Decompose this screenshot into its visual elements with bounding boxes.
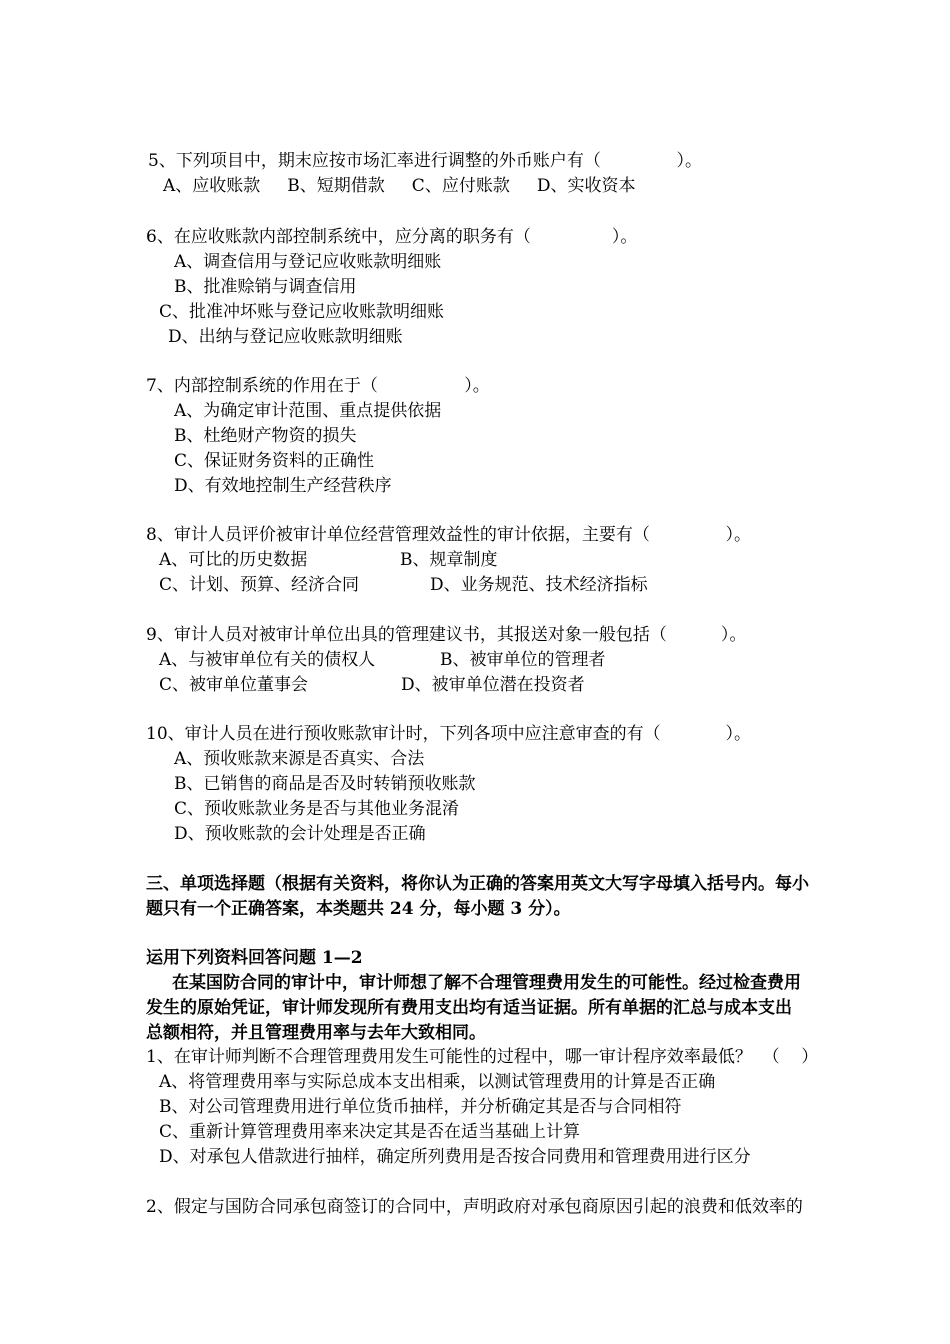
s3q1-option-d: D、对承包人借款进行抽样，确定所列费用是否按合同费用和管理费用进行区分 <box>159 1147 751 1167</box>
q6-option-c: C、批准冲坏账与登记应收账款明细账 <box>159 302 445 322</box>
q10-option-d: D、预收账款的会计处理是否正确 <box>174 824 426 844</box>
q9-stem: 9、审计人员对被审计单位出具的管理建议书，其报送对象一般包括（ ）。 <box>146 625 747 645</box>
s3q1-option-c: C、重新计算管理费用率来决定其是否在适当基础上计算 <box>159 1122 581 1142</box>
q8-option-b: B、规章制度 <box>400 550 498 570</box>
q8-option-c: C、计划、预算、经济合同 <box>159 575 360 595</box>
s3q1-option-b: B、对公司管理费用进行单位货币抽样，并分析确定其是否与合同相符 <box>159 1097 682 1117</box>
q9-option-d: D、被审单位潜在投资者 <box>401 675 585 695</box>
s3q1-stem: 1、在审计师判断不合理管理费用发生可能性的过程中，哪一审计程序效率最低？ （ ） <box>146 1047 819 1067</box>
q6-option-d: D、出纳与登记应收账款明细账 <box>168 327 403 347</box>
q7-option-d: D、有效地控制生产经营秩序 <box>174 476 392 496</box>
s3q2-stem: 2、假定与国防合同承包商签订的合同中，声明政府对承包商原因引起的浪费和低效率的 <box>146 1197 803 1217</box>
q7-option-a: A、为确定审计范围、重点提供依据 <box>174 401 442 421</box>
q9-option-a: A、与被审单位有关的债权人 <box>159 650 376 670</box>
q5-options: A、应收账款 B、短期借款 C、应付账款 D、实收资本 <box>163 176 636 196</box>
q10-stem: 10、审计人员在进行预收账款审计时，下列各项中应注意审查的有（ ）。 <box>146 724 751 744</box>
case-paragraph-line1: 在某国防合同的审计中，审计师想了解不合理管理费用发生的可能性。经过检查费用 <box>172 973 801 993</box>
case-paragraph-line3: 总额相符，并且管理费用率与去年大致相同。 <box>146 1023 486 1043</box>
section3-heading-line2: 题只有一个正确答案，本类题共 24 分，每小题 3 分）。 <box>146 899 571 919</box>
section3-heading-line1: 三、单项选择题（根据有关资料，将你认为正确的答案用英文大写字母填入括号内。每小 <box>146 874 809 894</box>
q6-option-a: A、调查信用与登记应收账款明细账 <box>174 252 442 272</box>
q7-stem: 7、内部控制系统的作用在于（ ）。 <box>146 376 490 396</box>
q8-stem: 8、审计人员评价被审计单位经营管理效益性的审计依据，主要有（ ）。 <box>146 525 751 545</box>
s3q1-option-a: A、将管理费用率与实际总成本支出相乘，以测试管理费用的计算是否正确 <box>159 1072 716 1092</box>
case-paragraph-line2: 发生的原始凭证，审计师发现所有费用支出均有适当证据。所有单据的汇总与成本支出 <box>146 998 792 1018</box>
q10-option-b: B、已销售的商品是否及时转销预收账款 <box>174 774 476 794</box>
case-title: 运用下列资料回答问题 1—2 <box>146 948 363 968</box>
q8-option-a: A、可比的历史数据 <box>159 550 308 570</box>
q7-option-b: B、杜绝财产物资的损失 <box>174 426 357 446</box>
q8-option-d: D、业务规范、技术经济指标 <box>430 575 648 595</box>
q10-option-a: A、预收账款来源是否真实、合法 <box>174 749 425 769</box>
q6-option-b: B、批准赊销与调查信用 <box>174 277 357 297</box>
q7-option-c: C、保证财务资料的正确性 <box>174 451 375 471</box>
q10-option-c: C、预收账款业务是否与其他业务混淆 <box>174 799 460 819</box>
q9-option-b: B、被审单位的管理者 <box>440 650 606 670</box>
q6-stem: 6、在应收账款内部控制系统中，应分离的职务有（ ）。 <box>146 227 638 247</box>
q5-stem: 5、下列项目中，期末应按市场汇率进行调整的外币账户有（ ）。 <box>148 151 702 171</box>
q9-option-c: C、被审单位董事会 <box>159 675 309 695</box>
